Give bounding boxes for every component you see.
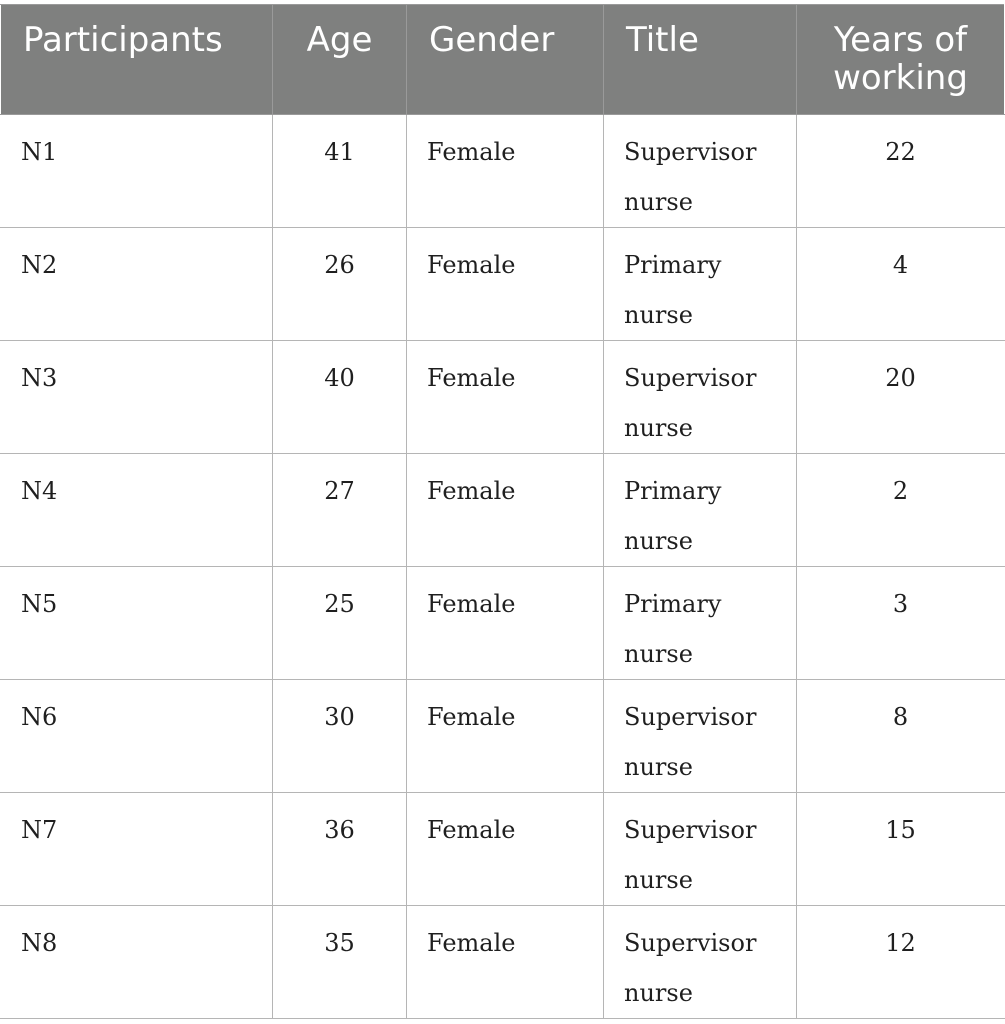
cell-years-of-working: 12 xyxy=(797,906,1005,1019)
cell-title: Supervisor nurse xyxy=(604,115,797,228)
cell-years-of-working: 4 xyxy=(797,228,1005,341)
cell-gender: Female xyxy=(407,680,604,793)
cell-participant: N2 xyxy=(1,228,273,341)
cell-gender: Female xyxy=(407,228,604,341)
cell-participant: N3 xyxy=(1,341,273,454)
cell-participant: N7 xyxy=(1,793,273,906)
cell-years-of-working: 8 xyxy=(797,680,1005,793)
cell-title: Supervisor nurse xyxy=(604,793,797,906)
cell-age: 35 xyxy=(273,906,407,1019)
table-row xyxy=(1,793,1005,906)
cell-title: Primary nurse xyxy=(604,228,797,341)
header-gender: Gender xyxy=(407,5,604,115)
table-row xyxy=(1,341,1005,454)
cell-gender: Female xyxy=(407,567,604,680)
cell-gender: Female xyxy=(407,341,604,454)
cell-participant: N5 xyxy=(1,567,273,680)
header-row xyxy=(1,5,1005,115)
cell-participant: N6 xyxy=(1,680,273,793)
cell-gender: Female xyxy=(407,115,604,228)
cell-title: Supervisor nurse xyxy=(604,341,797,454)
cell-age: 27 xyxy=(273,454,407,567)
table-row xyxy=(1,567,1005,680)
cell-age: 40 xyxy=(273,341,407,454)
cell-age: 30 xyxy=(273,680,407,793)
table-row xyxy=(1,906,1005,1019)
table-body xyxy=(1,115,1005,1019)
table-row xyxy=(1,454,1005,567)
cell-gender: Female xyxy=(407,906,604,1019)
cell-gender: Female xyxy=(407,793,604,906)
table-row xyxy=(1,228,1005,341)
cell-years-of-working: 15 xyxy=(797,793,1005,906)
participants-table xyxy=(0,4,1005,1019)
cell-participant: N1 xyxy=(1,115,273,228)
table-row xyxy=(1,680,1005,793)
cell-participant: N4 xyxy=(1,454,273,567)
cell-title: Supervisor nurse xyxy=(604,680,797,793)
cell-age: 41 xyxy=(273,115,407,228)
cell-years-of-working: 20 xyxy=(797,341,1005,454)
header-participants: Participants xyxy=(1,5,273,115)
cell-title: Supervisor nurse xyxy=(604,906,797,1019)
header-age: Age xyxy=(273,5,407,115)
cell-gender: Female xyxy=(407,454,604,567)
cell-age: 36 xyxy=(273,793,407,906)
cell-participant: N8 xyxy=(1,906,273,1019)
cell-title: Primary nurse xyxy=(604,454,797,567)
cell-years-of-working: 2 xyxy=(797,454,1005,567)
cell-years-of-working: 3 xyxy=(797,567,1005,680)
cell-age: 26 xyxy=(273,228,407,341)
table-row xyxy=(1,115,1005,228)
cell-title: Primary nurse xyxy=(604,567,797,680)
header-title: Title xyxy=(604,5,797,115)
cell-age: 25 xyxy=(273,567,407,680)
header-years-of-working: Years of working xyxy=(797,5,1005,115)
table-header xyxy=(1,5,1005,115)
cell-years-of-working: 22 xyxy=(797,115,1005,228)
